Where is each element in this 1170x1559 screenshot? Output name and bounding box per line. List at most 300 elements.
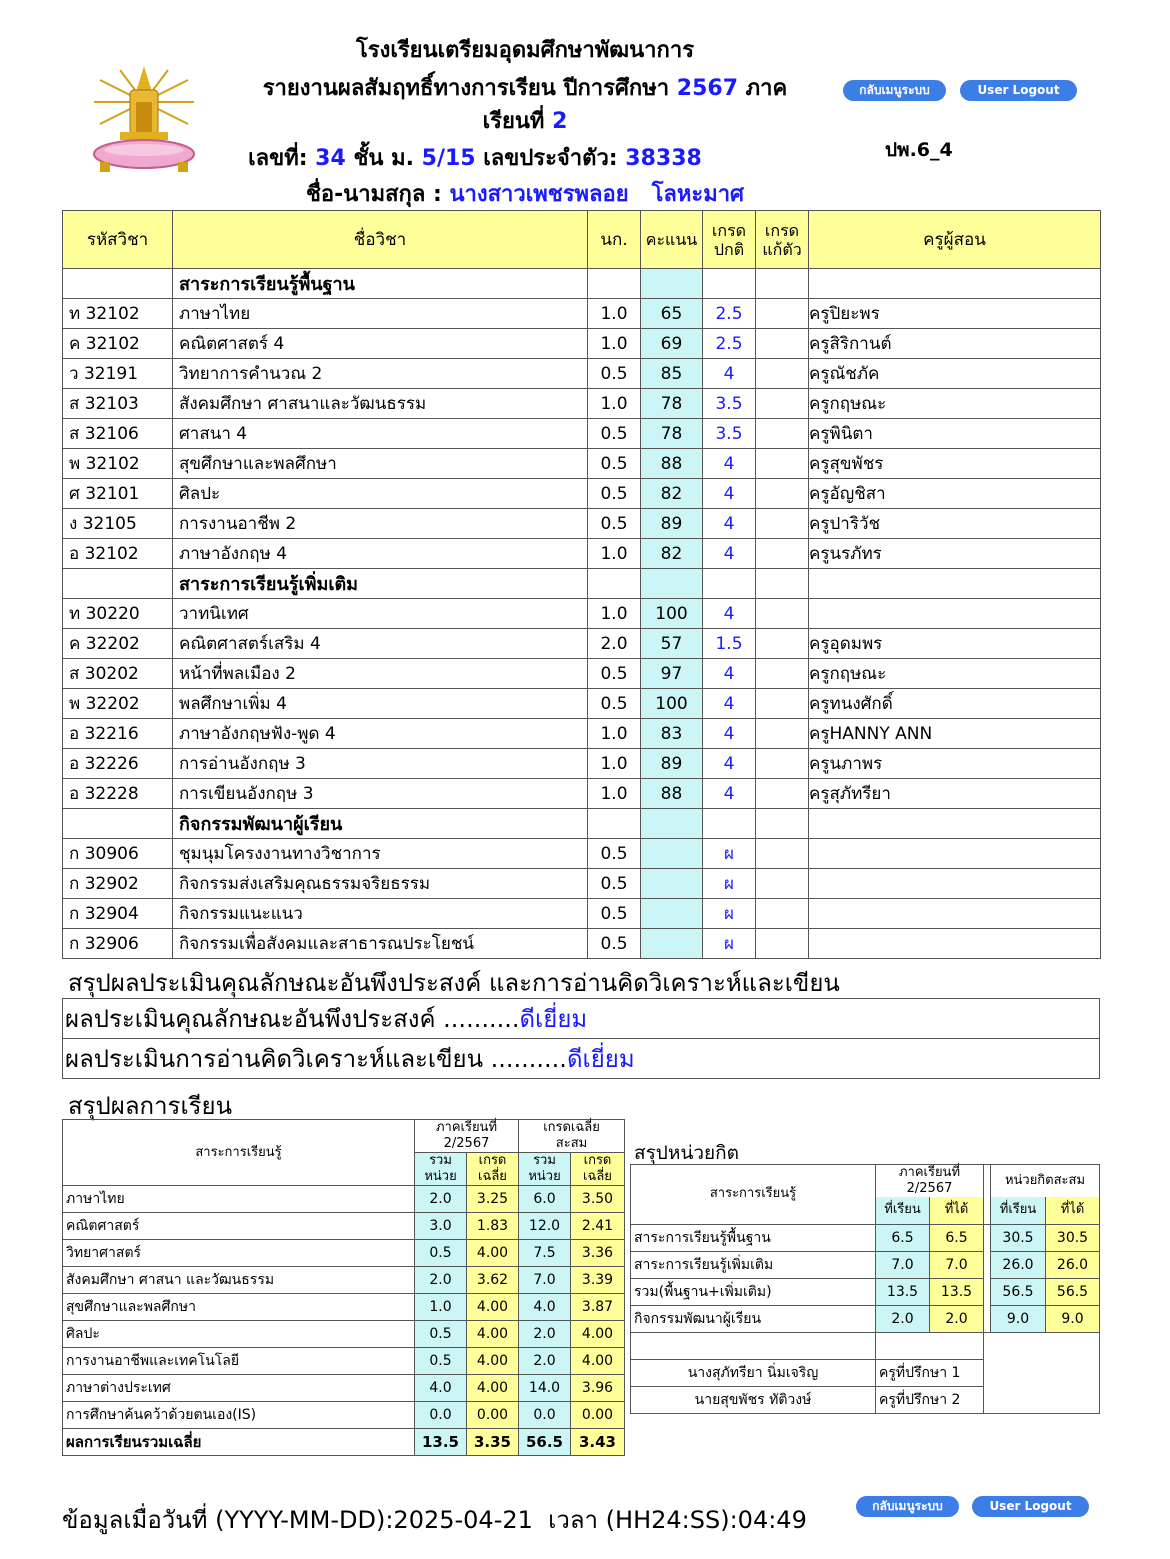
credit-term-earned: 13.5: [930, 1278, 984, 1305]
summary-area: คณิตศาสตร์: [63, 1213, 415, 1240]
subject-credit: 1.0: [588, 779, 641, 809]
group-spacer: [641, 569, 703, 599]
subject-score: 89: [641, 749, 703, 779]
subject-grade-fix: [756, 449, 809, 479]
subject-name: คณิตศาสตร์เสริม 4: [173, 629, 588, 659]
subject-grade-fix: [756, 599, 809, 629]
summary-term-gpa: 3.62: [467, 1267, 519, 1294]
summary-term-units: 0.0: [415, 1402, 467, 1429]
data-date: 2025-04-21: [393, 1506, 533, 1534]
result-summary-body: [63, 1186, 625, 1456]
group-row: [63, 269, 1101, 299]
menu-button-bottom[interactable]: กลับเมนูระบบ: [856, 1496, 959, 1517]
table-row: [63, 479, 1101, 509]
subject-grade: 4: [703, 779, 756, 809]
credit-header-cum-earned: ที่ได้: [1046, 1197, 1100, 1224]
academic-year: 2567: [676, 76, 738, 101]
credit-area: สาระการเรียนรู้พื้นฐาน: [631, 1224, 876, 1251]
summary-row: [63, 1348, 625, 1375]
summary-cum-gpa: 4.00: [571, 1348, 625, 1375]
subject-teacher: ครูHANNY ANN: [809, 719, 1101, 749]
credit-area: รวม(พื้นฐาน+เพิ่มเติม): [631, 1278, 876, 1305]
credit-cum-earned: 9.0: [1046, 1305, 1100, 1332]
subject-teacher: ครูพินิตา: [809, 419, 1101, 449]
credit-blank-row: [631, 1332, 1100, 1359]
subject-teacher: ครูกฤษณะ: [809, 659, 1101, 689]
subject-grade-fix: [756, 629, 809, 659]
credit-term-earned: 6.5: [930, 1224, 984, 1251]
subject-grade-fix: [756, 509, 809, 539]
subject-score: [641, 929, 703, 959]
summary-row: [63, 1267, 625, 1294]
summary-term-units: 0.5: [415, 1348, 467, 1375]
subject-name: การงานอาชีพ 2: [173, 509, 588, 539]
group-spacer: [641, 269, 703, 299]
summary-area: ผลการเรียนรวมเฉลี่ย: [63, 1429, 415, 1456]
subject-teacher: ครูกฤษณะ: [809, 389, 1101, 419]
grades-table: [62, 210, 1101, 959]
summary-cum-gpa: 2.41: [571, 1213, 625, 1240]
table-row: [63, 509, 1101, 539]
subject-teacher: ครูปิยะพร: [809, 299, 1101, 329]
group-spacer: [63, 269, 173, 299]
desirable-trait-value: ดีเยี่ยม: [519, 1005, 588, 1033]
subject-name: การอ่านอังกฤษ 3: [173, 749, 588, 779]
group-spacer: [703, 269, 756, 299]
credit-summary-title: สรุปหน่วยกิต: [634, 1142, 740, 1164]
school-name: โรงเรียนเตรียมอุดมศึกษาพัฒนาการ: [355, 38, 695, 63]
subject-teacher: [809, 899, 1101, 929]
subject-credit: 1.0: [588, 329, 641, 359]
summary-cum-gpa: 3.39: [571, 1267, 625, 1294]
subject-name: ภาษาไทย: [173, 299, 588, 329]
student-class: 5/15: [421, 146, 476, 171]
subject-teacher: ครูสุขพัชร: [809, 449, 1101, 479]
subject-grade: 3.5: [703, 419, 756, 449]
summary-row: [63, 1294, 625, 1321]
result-summary-title: สรุปผลการเรียน: [68, 1092, 233, 1120]
credit-term-earned: 7.0: [930, 1251, 984, 1278]
subject-credit: 1.0: [588, 389, 641, 419]
subject-code: ท 30220: [63, 599, 173, 629]
advisor-row: [631, 1386, 1100, 1413]
group-spacer: [756, 269, 809, 299]
credit-header-term-earned: ที่ได้: [930, 1197, 984, 1224]
subject-code: ค 32102: [63, 329, 173, 359]
term-number: 2: [552, 109, 568, 134]
subject-name: ภาษาอังกฤษ 4: [173, 539, 588, 569]
menu-button-top[interactable]: กลับเมนูระบบ: [843, 80, 946, 101]
group-spacer: [588, 569, 641, 599]
subject-teacher: ครูนภาพร: [809, 749, 1101, 779]
summary-cum-units: 2.0: [519, 1348, 571, 1375]
advisor-role: ครูที่ปรึกษา 2: [876, 1386, 984, 1413]
subject-credit: 0.5: [588, 479, 641, 509]
subject-grade: 1.5: [703, 629, 756, 659]
subject-name: วาทนิเทศ: [173, 599, 588, 629]
credit-area: กิจกรรมพัฒนาผู้เรียน: [631, 1305, 876, 1332]
subject-grade: 4: [703, 659, 756, 689]
subject-grade-fix: [756, 419, 809, 449]
subject-teacher: ครูปาริวัช: [809, 509, 1101, 539]
credit-term-studied: 13.5: [876, 1278, 930, 1305]
group-spacer: [703, 809, 756, 839]
subject-score: 100: [641, 689, 703, 719]
group-spacer: [756, 569, 809, 599]
summary-cum-units: 7.5: [519, 1240, 571, 1267]
credit-term-studied: 2.0: [876, 1305, 930, 1332]
group-spacer: [588, 809, 641, 839]
summary-row: [63, 1186, 625, 1213]
summary-cum-gpa: 4.00: [571, 1321, 625, 1348]
summary-area: สุขศึกษาและพลศึกษา: [63, 1294, 415, 1321]
subject-code: ค 32202: [63, 629, 173, 659]
summary-cum-units: 12.0: [519, 1213, 571, 1240]
subject-code: ท 32102: [63, 299, 173, 329]
summary-cum-gpa: 3.87: [571, 1294, 625, 1321]
table-row: [63, 779, 1101, 809]
summary-total-row: [63, 1429, 625, 1456]
table-row: [63, 449, 1101, 479]
credit-cum-studied: 56.5: [991, 1278, 1046, 1305]
summary-cum-gpa: 3.43: [571, 1429, 625, 1456]
subject-name: การเขียนอังกฤษ 3: [173, 779, 588, 809]
subject-credit: 2.0: [588, 629, 641, 659]
subject-code: ส 32106: [63, 419, 173, 449]
subject-score: 100: [641, 599, 703, 629]
subject-grade: 4: [703, 449, 756, 479]
subject-code: ส 30202: [63, 659, 173, 689]
summary-cum-units: 6.0: [519, 1186, 571, 1213]
subject-grade-fix: [756, 359, 809, 389]
advisor-row: [631, 1359, 1100, 1386]
header-subject: ชื่อวิชา: [173, 211, 588, 269]
summary-header-cum-units: รวม หน่วย: [519, 1153, 571, 1186]
summary-header-area: สาระการเรียนรู้: [63, 1120, 415, 1186]
credit-blank: [631, 1332, 876, 1359]
summary-cum-units: 2.0: [519, 1321, 571, 1348]
summary-area: วิทยาศาสตร์: [63, 1240, 415, 1267]
summary-cum-units: 7.0: [519, 1267, 571, 1294]
subject-teacher: [809, 599, 1101, 629]
summary-term-units: 1.0: [415, 1294, 467, 1321]
table-row: [63, 719, 1101, 749]
subject-teacher: [809, 929, 1101, 959]
subject-code: ส 32103: [63, 389, 173, 419]
summary-cum-gpa: 3.36: [571, 1240, 625, 1267]
subject-grade: 4: [703, 689, 756, 719]
traits-title: สรุปผลประเมินคุณลักษณะอันพึงประสงค์ และการอ่านคิดวิเคราะห์และเขียน: [68, 969, 840, 997]
subject-grade: 4: [703, 479, 756, 509]
table-row: [63, 329, 1101, 359]
subject-score: [641, 869, 703, 899]
subject-grade: ผ: [703, 869, 756, 899]
table-row: [63, 869, 1101, 899]
subject-grade: 4: [703, 719, 756, 749]
advisor-blank: [984, 1359, 1100, 1386]
subject-name: ศาสนา 4: [173, 419, 588, 449]
subject-grade-fix: [756, 839, 809, 869]
credit-blank: [876, 1332, 984, 1359]
advisor-blank: [984, 1386, 1100, 1413]
student-id: 38338: [625, 146, 702, 171]
group-row: [63, 569, 1101, 599]
group-spacer: [641, 809, 703, 839]
subject-grade-fix: [756, 299, 809, 329]
subject-score: 82: [641, 479, 703, 509]
credit-header-term: ภาคเรียนที่ 2/2567: [876, 1165, 984, 1198]
reading-value: ดีเยี่ยม: [566, 1045, 635, 1073]
subject-teacher: ครูณัชภัค: [809, 359, 1101, 389]
credit-row: [631, 1278, 1100, 1305]
result-summary-table: [62, 1119, 625, 1456]
subject-credit: 0.5: [588, 359, 641, 389]
subject-grade: 4: [703, 539, 756, 569]
subject-score: 97: [641, 659, 703, 689]
subject-credit: 0.5: [588, 869, 641, 899]
subject-name: พลศึกษาเพิ่ม 4: [173, 689, 588, 719]
credit-gap: [984, 1278, 991, 1305]
subject-credit: 0.5: [588, 689, 641, 719]
subject-score: 88: [641, 449, 703, 479]
summary-cum-gpa: 0.00: [571, 1402, 625, 1429]
subject-score: 88: [641, 779, 703, 809]
credit-cum-studied: 26.0: [991, 1251, 1046, 1278]
summary-area: สังคมศึกษา ศาสนา และวัฒนธรรม: [63, 1267, 415, 1294]
subject-credit: 0.5: [588, 509, 641, 539]
data-timestamp: ข้อมูลเมื่อวันที่ (YYYY-MM-DD):2025-04-21 เวลา (HH24:SS):04:49: [62, 1506, 807, 1534]
grades-body: [63, 269, 1101, 959]
summary-row: [63, 1402, 625, 1429]
subject-code: พ 32202: [63, 689, 173, 719]
summary-header-term: ภาคเรียนที่ 2/2567: [415, 1120, 519, 1153]
group-spacer: [809, 809, 1101, 839]
subject-name: ศิลปะ: [173, 479, 588, 509]
subject-grade: 3.5: [703, 389, 756, 419]
table-row: [63, 599, 1101, 629]
table-row: [63, 539, 1101, 569]
subject-grade: 4: [703, 359, 756, 389]
report-title: รายงานผลสัมฤทธิ์ทางการเรียน ปีการศึกษา 2567 ภาค: [262, 76, 788, 101]
credit-term-studied: 7.0: [876, 1251, 930, 1278]
credit-term-earned: 2.0: [930, 1305, 984, 1332]
reading-result: ผลประเมินการอ่านคิดวิเคราะห์และเขียน ..........ดีเยี่ยม: [62, 1038, 1100, 1079]
subject-grade-fix: [756, 779, 809, 809]
student-name: นางสาวเพชรพลอย โลหะมาศ: [449, 182, 745, 207]
subject-code: อ 32226: [63, 749, 173, 779]
summary-term-gpa: 1.83: [467, 1213, 519, 1240]
subject-credit: 0.5: [588, 899, 641, 929]
summary-cum-units: 56.5: [519, 1429, 571, 1456]
summary-term-units: 3.0: [415, 1213, 467, 1240]
summary-cum-units: 4.0: [519, 1294, 571, 1321]
summary-term-units: 0.5: [415, 1240, 467, 1267]
credit-row: [631, 1251, 1100, 1278]
subject-code: ง 32105: [63, 509, 173, 539]
subject-grade-fix: [756, 539, 809, 569]
credit-term-studied: 6.5: [876, 1224, 930, 1251]
summary-header-cum-gpa: เกรด เฉลี่ย: [571, 1153, 625, 1186]
subject-code: ว 32191: [63, 359, 173, 389]
advisor-name: นายสุขพัชร ทัติวงษ์: [631, 1386, 876, 1413]
credit-cum-studied: 30.5: [991, 1224, 1046, 1251]
subject-teacher: ครูนรภัทร: [809, 539, 1101, 569]
summary-area: ศิลปะ: [63, 1321, 415, 1348]
subject-credit: 0.5: [588, 419, 641, 449]
credit-gap: [984, 1251, 991, 1278]
subject-teacher: ครูสุภัทรียา: [809, 779, 1101, 809]
summary-term-units: 2.0: [415, 1186, 467, 1213]
summary-row: [63, 1240, 625, 1267]
subject-score: [641, 839, 703, 869]
logout-button-top[interactable]: User Logout: [960, 80, 1077, 101]
summary-cum-units: 0.0: [519, 1402, 571, 1429]
subject-grade-fix: [756, 749, 809, 779]
summary-term-gpa: 3.35: [467, 1429, 519, 1456]
subject-credit: 1.0: [588, 299, 641, 329]
group-spacer: [588, 269, 641, 299]
summary-term-units: 4.0: [415, 1375, 467, 1402]
summary-area: ภาษาไทย: [63, 1186, 415, 1213]
subject-score: 85: [641, 359, 703, 389]
subject-score: 78: [641, 389, 703, 419]
subject-teacher: ครูอุดมพร: [809, 629, 1101, 659]
subject-grade: 2.5: [703, 299, 756, 329]
subject-grade: 4: [703, 509, 756, 539]
subject-grade-fix: [756, 659, 809, 689]
credit-header-area: สาระการเรียนรู้: [631, 1165, 876, 1225]
subject-score: 69: [641, 329, 703, 359]
credit-cum-earned: 56.5: [1046, 1278, 1100, 1305]
grades-header-row: [63, 211, 1101, 269]
table-row: [63, 929, 1101, 959]
summary-area: การงานอาชีพและเทคโนโลยี: [63, 1348, 415, 1375]
subject-score: 89: [641, 509, 703, 539]
subject-code: อ 32102: [63, 539, 173, 569]
table-row: [63, 749, 1101, 779]
subject-score: [641, 899, 703, 929]
header-credit: นก.: [588, 211, 641, 269]
summary-term-gpa: 3.25: [467, 1186, 519, 1213]
header-score: คะแนน: [641, 211, 703, 269]
subject-teacher: ครูอัญชิสา: [809, 479, 1101, 509]
table-row: [63, 389, 1101, 419]
subject-teacher: ครูสิริกานต์: [809, 329, 1101, 359]
table-row: [63, 629, 1101, 659]
group-title: สาระการเรียนรู้พื้นฐาน: [173, 269, 588, 299]
group-spacer: [703, 569, 756, 599]
subject-credit: 1.0: [588, 539, 641, 569]
subject-grade: ผ: [703, 839, 756, 869]
subject-code: พ 32102: [63, 449, 173, 479]
credit-cum-earned: 26.0: [1046, 1251, 1100, 1278]
subject-teacher: ครูทนงศักดิ์: [809, 689, 1101, 719]
summary-area: การศึกษาค้นคว้าด้วยตนเอง(IS): [63, 1402, 415, 1429]
table-row: [63, 299, 1101, 329]
subject-teacher: [809, 839, 1101, 869]
subject-score: 82: [641, 539, 703, 569]
group-spacer: [63, 809, 173, 839]
term-line: เรียนที่ 2: [482, 109, 568, 134]
subject-credit: 0.5: [588, 659, 641, 689]
table-row: [63, 839, 1101, 869]
subject-name: ภาษาอังกฤษฟัง-พูด 4: [173, 719, 588, 749]
student-number: 34: [315, 146, 346, 171]
subject-score: 65: [641, 299, 703, 329]
summary-term-units: 0.5: [415, 1321, 467, 1348]
subject-code: ก 32906: [63, 929, 173, 959]
subject-name: วิทยาการคำนวณ 2: [173, 359, 588, 389]
credit-header-cumulative: หน่วยกิตสะสม: [991, 1165, 1100, 1198]
student-info-line: เลขที่: 34 ชั้น ม. 5/15 เลขประจำตัว: 38338: [248, 146, 702, 171]
credit-cum-studied: 9.0: [991, 1305, 1046, 1332]
group-spacer: [809, 569, 1101, 599]
header-grade-normal: เกรด ปกติ: [703, 211, 756, 269]
summary-header-term-units: รวม หน่วย: [415, 1153, 467, 1186]
header-teacher: ครูผู้สอน: [809, 211, 1101, 269]
table-row: [63, 899, 1101, 929]
subject-score: 78: [641, 419, 703, 449]
group-title: กิจกรรมพัฒนาผู้เรียน: [173, 809, 588, 839]
subject-grade: ผ: [703, 929, 756, 959]
subject-name: กิจกรรมเพื่อสังคมและสาธารณประโยชน์: [173, 929, 588, 959]
subject-grade-fix: [756, 479, 809, 509]
group-spacer: [756, 809, 809, 839]
subject-name: คณิตศาสตร์ 4: [173, 329, 588, 359]
subject-grade-fix: [756, 869, 809, 899]
table-row: [63, 419, 1101, 449]
subject-code: ศ 32101: [63, 479, 173, 509]
subject-credit: 0.5: [588, 929, 641, 959]
subject-code: ก 32904: [63, 899, 173, 929]
table-row: [63, 659, 1101, 689]
summary-header-cumulative: เกรดเฉลี่ย สะสม: [519, 1120, 625, 1153]
credit-blank: [984, 1332, 1100, 1359]
subject-name: กิจกรรมส่งเสริมคุณธรรมจริยธรรม: [173, 869, 588, 899]
form-code: ปพ.6_4: [885, 139, 953, 161]
advisor-role: ครูที่ปรึกษา 1: [876, 1359, 984, 1386]
credit-gap: [984, 1305, 991, 1332]
summary-row: [63, 1375, 625, 1402]
subject-code: อ 32228: [63, 779, 173, 809]
summary-header-term-gpa: เกรด เฉลี่ย: [467, 1153, 519, 1186]
group-spacer: [63, 569, 173, 599]
subject-code: ก 32902: [63, 869, 173, 899]
credit-header-term-studied: ที่เรียน: [876, 1197, 930, 1224]
table-row: [63, 689, 1101, 719]
table-row: [63, 359, 1101, 389]
subject-name: สังคมศึกษา ศาสนาและวัฒนธรรม: [173, 389, 588, 419]
summary-cum-gpa: 3.50: [571, 1186, 625, 1213]
summary-term-gpa: 4.00: [467, 1375, 519, 1402]
group-row: [63, 809, 1101, 839]
subject-name: หน้าที่พลเมือง 2: [173, 659, 588, 689]
header-code: รหัสวิชา: [63, 211, 173, 269]
summary-term-gpa: 4.00: [467, 1348, 519, 1375]
group-title: สาระการเรียนรู้เพิ่มเติม: [173, 569, 588, 599]
summary-area: ภาษาต่างประเทศ: [63, 1375, 415, 1402]
summary-term-gpa: 4.00: [467, 1240, 519, 1267]
logout-button-bottom[interactable]: User Logout: [972, 1496, 1089, 1517]
subject-grade-fix: [756, 389, 809, 419]
subject-grade-fix: [756, 719, 809, 749]
credit-gap: [984, 1224, 991, 1251]
subject-score: 57: [641, 629, 703, 659]
subject-grade-fix: [756, 689, 809, 719]
subject-grade: 4: [703, 749, 756, 779]
summary-row: [63, 1213, 625, 1240]
summary-term-gpa: 4.00: [467, 1294, 519, 1321]
